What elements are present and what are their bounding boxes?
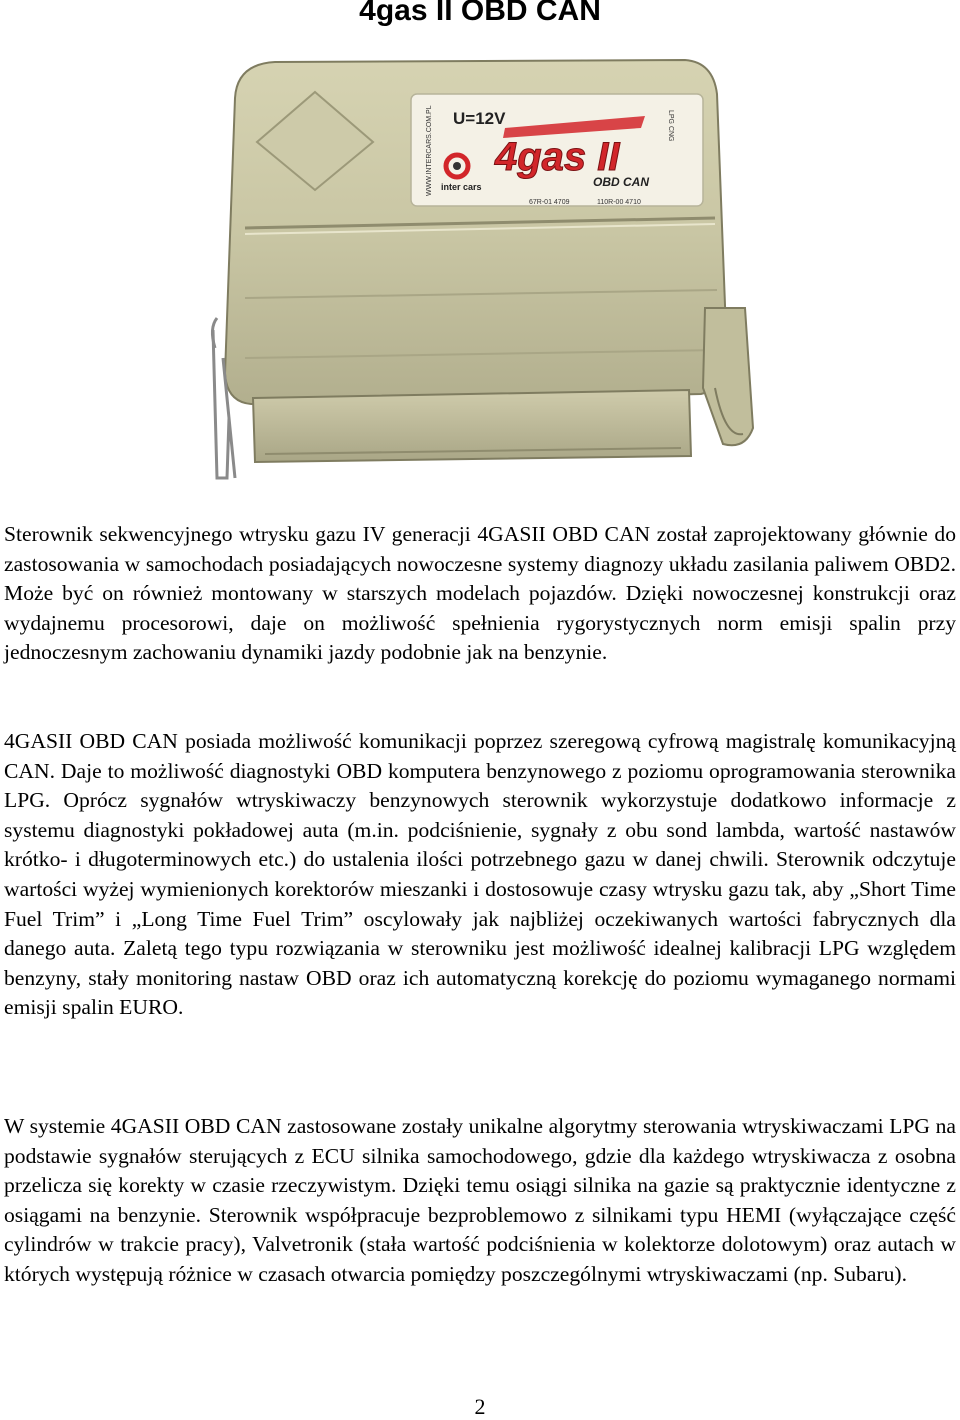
- page-number: 2: [474, 1394, 486, 1419]
- paragraph-algorithms: W systemie 4GASII OBD CAN zastosowane zostały unikalne algorytmy sterowania wtryskiwaczami LPG na podstawie sygnałów sterujących z ECU silnika samochodowego, gdzie dla każdego wtryskiwacza z osobna przelicza się korekty w czasie rzeczywistym. Dzięki temu osiągi silnika na gazie są praktycznie identyczne z osiągami na benzynie. Sterownik współpracuje bezproblemowo z silnikami typu HEMI (wyłączające część cylindrów w trakcie pracy), Valvetronik (stała wartość podciśnienia w kolektorze dolotowym) oraz autach w których występują różnice w czasach otwarcia pomiędzy poszczególnymi wtryskiwaczami (np. Subaru).: [4, 1114, 956, 1286]
- paragraph-can: 4GASII OBD CAN posiada możliwość komunikacji poprzez szeregową cyfrową magistralę komunikacyjną CAN. Daje to możliwość diagnostyki OBD komputera benzynowego z poziomu oprogramowania sterownika LPG. Oprócz sygnałów wtryskiwaczy benzynowych sterownik wykorzystuje dodatkowo informacje z systemu diagnostyki pokładowej auta (m.in. podciśnienie, sygnały z obu sond lambda, wartość nastawów krótko- i długoterminowych etc.) do ustalenia ilości potrzebnego gazu w danej chwili. Sterownik odczytuje wartości wyżej wymienionych korektorów mieszanki i dostosowuje czasy wtrysku gazu tak, aby „Short Time Fuel Trim” i „Long Time Fuel Trim” oscylowały jak najbliżej oczekiwanych wartości fabrycznych dla danego auta. Zaletą tego typu rozwiązania w sterowniku jest możliwość idealnej kalibracji LPG względem benzyny, stały monitoring nastaw OBD oraz ich automatyczną korekcję do poziomu wymaganego normami emisji spalin EURO.: [4, 729, 956, 1020]
- paragraph-intro: Sterownik sekwencyjnego wtrysku gazu IV generacji 4GASII OBD CAN został zaprojektowany głównie do zastosowania w samochodach posiadających nowoczesne systemy diagnozy układu zasilania paliwem OBD2. Może być on również montowany w starszych modelach pojazdów. Dzięki nowoczesnej konstrukcji oraz wydajnemu procesorowi, daje on możliwość spełnienia rygorystycznych norm emisji spalin przy jednoczesnym zachowaniu dynamiki jazdy podobnie jak na benzynie.: [4, 522, 956, 665]
- label-website: WWW.INTERCARS.COM.PL: [426, 105, 433, 196]
- page-title: 4gas II OBD CAN: [359, 0, 601, 27]
- label-homologation-2: 110R-00 4710: [597, 199, 641, 206]
- label-company: inter cars: [441, 182, 482, 192]
- product-label: [411, 94, 703, 206]
- label-homologation-1: 67R-01 4709: [529, 199, 570, 206]
- label-sub: OBD CAN: [593, 175, 649, 189]
- label-brand: 4gas II: [495, 135, 620, 179]
- product-photo: [205, 58, 765, 488]
- label-side: LPG CNG: [667, 110, 674, 142]
- label-voltage: U=12V: [453, 109, 506, 128]
